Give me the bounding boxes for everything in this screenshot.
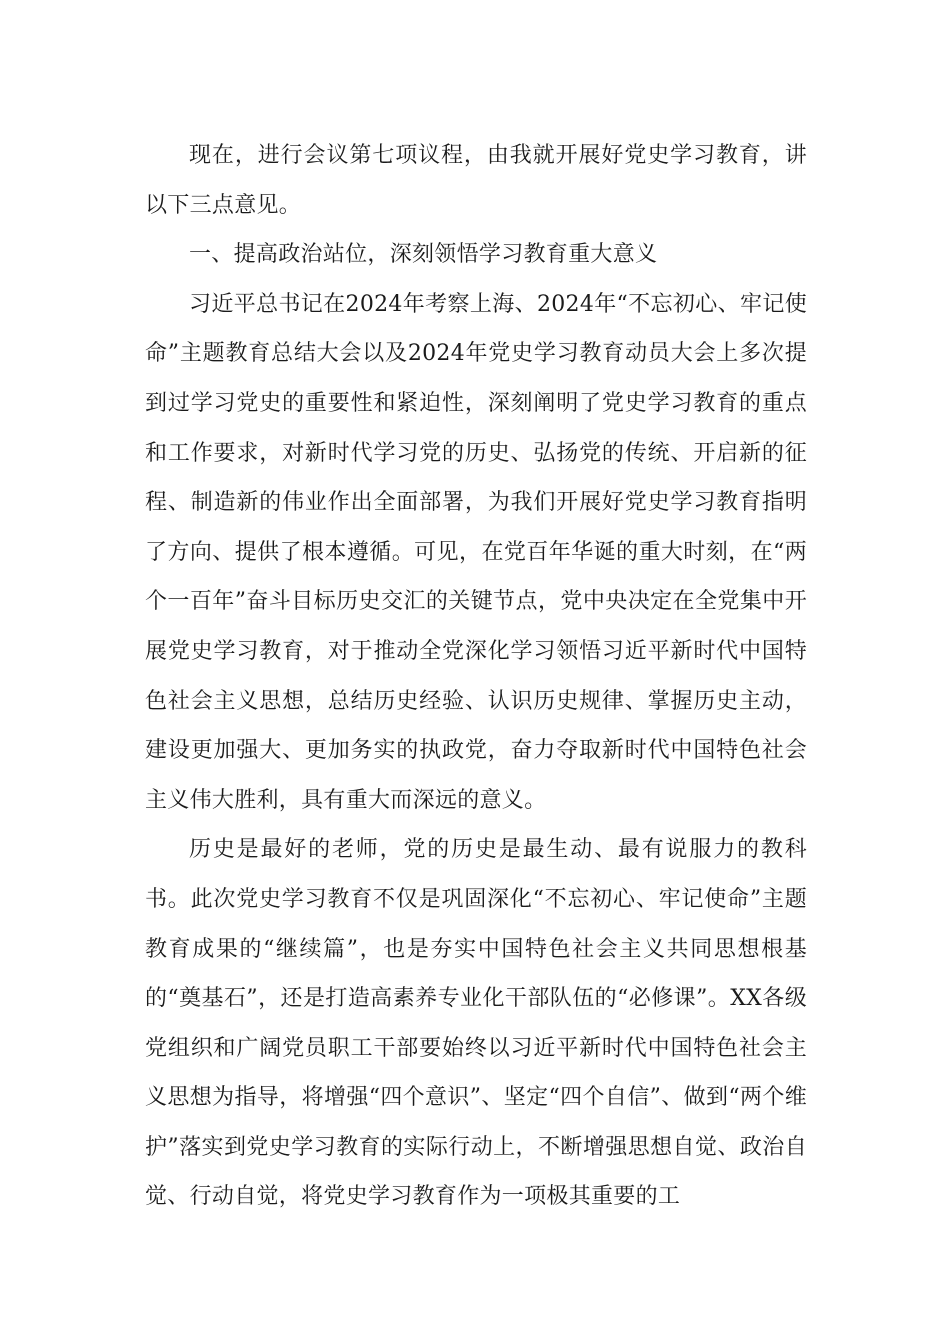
paragraph-significance: 习近平总书记在2024年考察上海、2024年“不忘初心、牢记使命”主题教育总结大会以及2024年党史学习教育动员大会上多次提到过学习党史的重要性和紧迫性，深刻阐明了党史学习教育的重点和工作要求，对新时代学习党的历史、弘扬党的传统、开启新的征程、制造新的伟业作出全面部署，为我们开展好党史学习教育指明了方向、提供了根本遵循。可见，在党百年华诞的重大时刻，在“两个一百年”奋斗目标历史交汇的关键节点，党中央决定在全党集中开展党史学习教育，对于推动全党深化学习领悟习近平新时代中国特色社会主义思想，总结历史经验、认识历史规律、掌握历史主动，建设更加强大、更加务实的执政党，奋力夺取新时代中国特色社会主义伟大胜利，具有重大而深远的意义。	[145, 291, 807, 813]
document-body	[145, 131, 807, 1222]
section-heading-1: 一、提高政治站位，深刻领悟学习教育重大意义	[189, 242, 658, 268]
paragraph-history-teacher: 历史是最好的老师，党的历史是最生动、最有说服力的教科书。此次党史学习教育不仅是巩固深化“不忘初心、牢记使命”主题教育成果的“继续篇”，也是夯实中国特色社会主义共同思想根基的“奠基石”，还是打造高素养专业化干部队伍的“必修课”。XX各级党组织和广阔党员职工干部要始终以习近平新时代中国特色社会主义思想为指导，将增强“四个意识”、坚定“四个自信”、做到“两个维护”落实到党史学习教育的实际行动上，不断增强思想自觉、政治自觉、行动自觉，将党史学习教育作为一项极其重要的工	[145, 837, 807, 1210]
paragraph-intro: 现在，进行会议第七项议程，由我就开展好党史学习教育，讲以下三点意见。	[145, 143, 807, 218]
